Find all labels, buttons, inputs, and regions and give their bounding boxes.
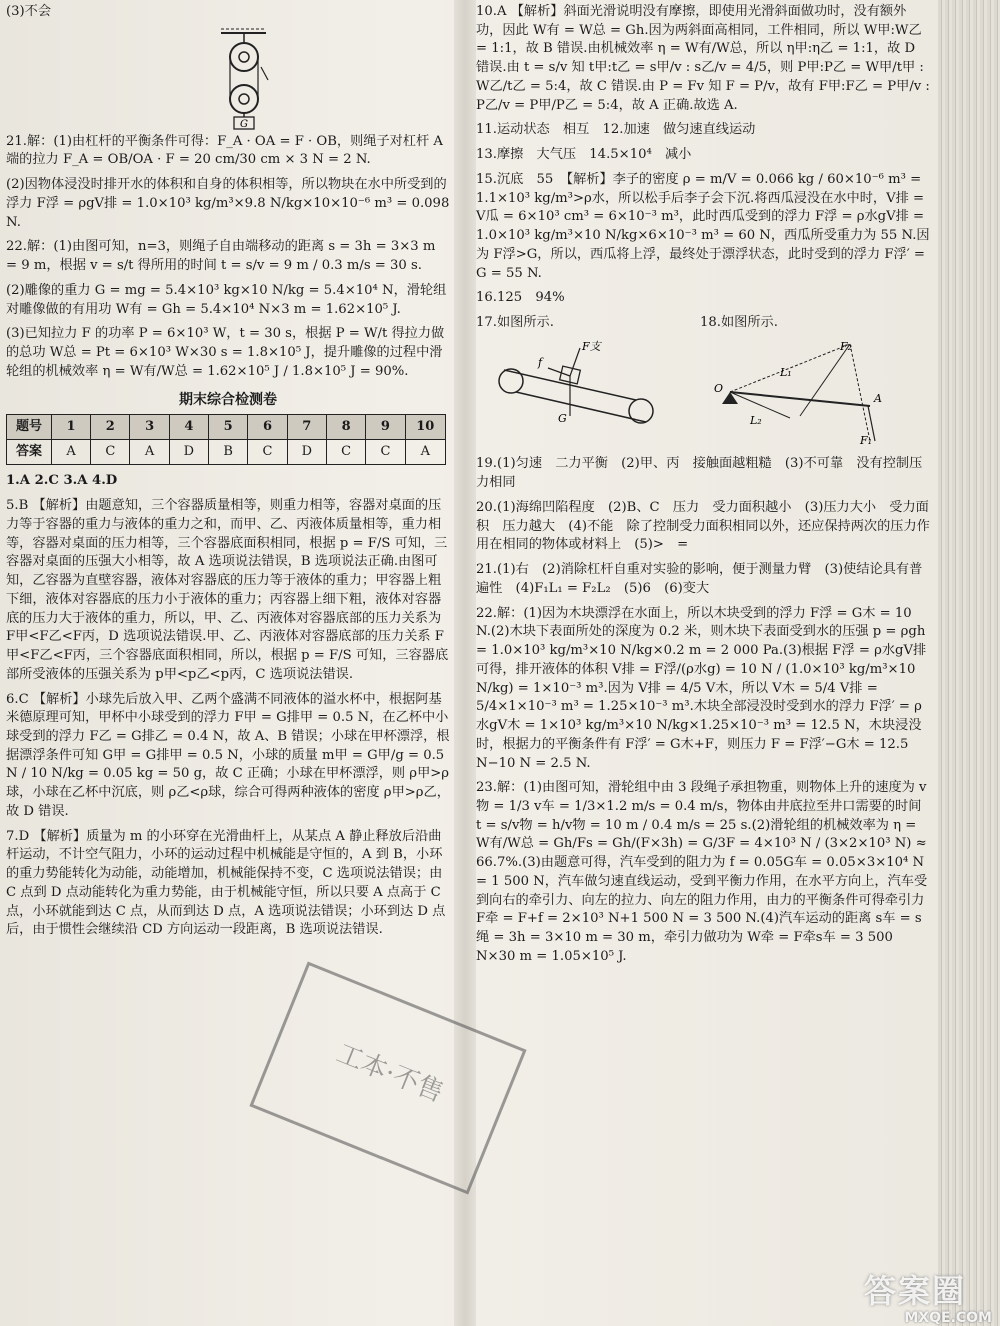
q7-explanation: 7.D 【解析】质量为 m 的小环穿在光滑曲杆上，从某点 A 静止释放后沿曲杆运动，不计空气阻力，小环的运动过程中机械能是守恒的，A 到 B，小环的重力势能转化为动能，动能增加，机械能保持不变，C 选项说法错误；由 C 点到 D 点动能转化为重力势能，由于机械能守恒，所以只要 A 点高于 C 点，小环就能到达 C 点，从而到达 D 点，A 选项说法错误；小环到达 D 点后，由于惯性会继续沿 CD 方向运动一段距离，B 选项说法错误. (6, 828, 446, 938)
page-edge (938, 0, 1000, 1326)
library-stamp: 工本·不售 (249, 961, 526, 1194)
q18-label: 18.如图所示. (700, 315, 778, 331)
q15-explanation: 15.沉底 55 【解析】李子的密度 ρ = m/V = 0.066 kg / 60×10⁻⁶ m³ = 1.1×10³ kg/m³>ρ水，所以松手后李子会下沉.将西瓜浸没在水中时，V排 = V瓜 = 6×10³ cm³ = 6×10⁻³ m³，此时西瓜受到的浮力 F浮 = ρ水gV排 = 1.0×10³ kg/m³×10 N/kg×6×10⁻³ m³ = 60 N，西瓜所受重力为 55 N.因为 F浮>G，所以，西瓜将上浮，最终处于漂浮状态，此时受到的浮力 F浮′ = G = 55 N. (476, 171, 930, 281)
q5-explanation: 5.B 【解析】由题意知，三个容器质量相等，则重力相等，容器对桌面的压力等于容器的重力与液体的重力之和，而甲、乙、丙液体质量相等，重力相等，容器对桌面的压力相等，三个容器底面积相同，根据 p = F/S 可知，三容器对桌面的压强大小相等，故 A 选项说法错误，B 选项说法正确.由图可知，乙容器为直壁容器，液体对容器底的压力等于液体的重力；甲容器上粗下细，液体对容器底的压力小于液体的重力；丙容器上细下粗，液体对容器底的压力大于液体的重力，所以，甲、乙、丙液体对容器底部的压力关系为 F甲<F乙<F丙，D 选项说法错误.甲、乙、丙液体对容器底部的压力关系 F甲<F乙<F丙，三个容器底面积相同，所以，根据 p = F/S 可知，三容器底部所受液体的压强关系为 p甲<p乙<p丙，C 选项说法错误. (6, 498, 449, 682)
q6-explanation: 6.C 【解析】小球先后放入甲、乙两个盛满不同液体的溢水杯中，根据阿基米德原理可知，甲杯中小球受到的浮力 F甲 = G排甲 = 0.5 N，在乙杯中小球受到的浮力 F乙 = G排乙 = 0.4 N，故 A、B 错误；小球在甲杯漂浮，根据漂浮条件可知 G甲 = G排甲 = 0.5 N，小球的质量 m甲 = G甲/g = 0.5 N / 10 N/kg = 0.05 kg = 50 g，故 C 正确；小球在甲杯漂浮，则 ρ甲>ρ球，小球在乙杯中沉底，则 ρ乙<ρ球，综合可得两种液体的密度 ρ甲>ρ乙，故 D 错误. (6, 691, 450, 819)
q16-answer: 16.125 94% (476, 290, 565, 306)
q21-answers: 21.(1)右 (2)消除杠杆自重对实验的影响，便于测量力臂 (3)使结论具有普遍性 (4)F₁L₁ = F₂L₂ (5)6 (6)变大 (476, 562, 923, 596)
q17-block (476, 311, 676, 432)
support-force-label: F支 (582, 339, 601, 353)
q21-part2: (2)因物体浸没时排开水的体积和自身的体积相等，所以物块在水中所受到的浮力 F浮 = ρgV排 = 1.0×10³ kg/m³×9.8 N/kg×10×10⁻⁶ m³ = 0.098 N. (6, 177, 450, 230)
q22-part2: (2)雕像的重力 G = mg = 5.4×10³ kg×10 N/kg = 5.4×10⁴ N，滑轮组对雕像做的有用功 W有 = Gh = 5.4×10⁴ N×3 m = 1.62×10⁵ J. (6, 282, 447, 317)
q17-label: 17.如图所示. (476, 315, 554, 331)
svg-text:L₂: L₂ (750, 413, 762, 427)
gravity-label: G (558, 411, 567, 425)
q22-part1: 22.解：(1)由图可知，n=3，则绳子自由端移动的距离 s = 3h = 3×3 m = 9 m，根据 v = s/t 得所用的时间 t = s/v = 9 m / 0.3 m/s = 30 s. (6, 239, 436, 274)
answer-table (6, 414, 446, 465)
q19-answers: 19.(1)匀速 二力平衡 (2)甲、丙 接触面越粗糙 (3)不可靠 没有控制压力相同 (476, 456, 923, 491)
pulley-figure (6, 25, 446, 130)
answer-table-answer-row: 答案 A C A D B C D C C A (7, 440, 446, 465)
svg-text:A: A (874, 391, 882, 405)
svg-text:O: O (714, 381, 724, 395)
q21-part1: 21.解：(1)由杠杆的平衡条件可得：F_A · OA = F · OB，则绳子对杠杆 A 端的拉力 F_A = OB/OA · F = 20 cm/30 cm × 3 N = 2 N. (6, 133, 443, 168)
top-label: (3)不会 (6, 4, 52, 19)
q22-part3: (3)已知拉力 F 的功率 P = 6×10³ W，t = 30 s，根据 P = W/t 得拉力做的总功 W总 = Pt = 6×10³ W×30 s = 1.8×10⁵ J，提升雕像的过程中滑轮组的机械效率 η = W有/W总 = 1.62×10⁵ J / 1.8×10⁵ J = 90%. (6, 326, 445, 379)
answer-table-header-row: 题号 1 2 3 4 5 6 7 8 9 10 (7, 415, 446, 440)
left-column (6, 0, 450, 943)
figures-row (476, 311, 930, 452)
watermark-logo: 答案圈 (863, 1272, 966, 1310)
q18-block (700, 311, 930, 452)
section-title: 期末综合检测卷 (179, 391, 277, 408)
q11-12-answers: 11.运动状态 相互 12.加速 做匀速直线运动 (476, 122, 756, 138)
answers-1-4: 1.A 2.C 3.A 4.D (6, 473, 118, 489)
svg-text:L₁: L₁ (780, 365, 792, 379)
svg-text:F₁: F₁ (860, 433, 873, 446)
q20-answers: 20.(1)海绵凹陷程度 (2)B、C 压力 受力面积越小 (3)压力大小 受力面积 压力越大 (4)不能 除了控制受力面积相同以外，还应保持两次的压力作用在相同的物体或材料上 (5)> = (476, 499, 930, 553)
conveyor-figure (476, 336, 676, 426)
q10-explanation: 10.A 【解析】斜面光滑说明没有摩擦，即使用光滑斜面做功时，没有额外功，因此 W有 = W总 = Gh.因为两斜面高相同，工件相同，所以 W甲:W乙 = 1:1，故 B 错误.由机械效率 η = W有/W总，所以 η甲:η乙 = 1:1，故 D 错误.由 t = s/v 知 t甲:t乙 = s甲/v : s乙/v = 4/5，则 P甲:P乙 = W甲/t甲 : W乙/t乙 = 5:4，故 C 错误.由 P = Fv 知 F = P/v，故有 F甲:F乙 = P甲/v : P乙/v = P甲/P乙 = 5:4，故 A 正确.故选 A. (476, 4, 930, 113)
lever-figure (700, 336, 930, 446)
q22-solution: 22.解：(1)因为木块漂浮在水面上，所以木块受到的浮力 F浮 = G木 = 10 N.(2)木块下表面所处的深度为 0.2 米，则木块下表面受到水的压强 p = ρgh = 1.0×10³ kg/m³×10 N/kg×0.2 m = 2 000 Pa.(3)根据 F浮 = ρ水gV排 可得，排开液体的体积 V排 = F浮/(ρ水g) = 10 N / (1.0×10³ kg/m³×10 N/kg) = 1×10⁻³ m³.因为 V排 = 4/5 V木，所以 V木 = 5/4 V排 = 5/4×1×10⁻³ m³ = 1.25×10⁻³ m³.木块全部浸没时受到水的浮力 F浮′ = ρ水gV木 = 1×10³ kg/m³×10 N/kg×1.25×10⁻³ m³ = 12.5 N，木块浸没时，根据力的平衡条件有 F浮′ = G木+F，则压力 F = F浮′−G木 = 12.5 N−10 N = 2.5 N. (476, 605, 927, 771)
right-column (476, 0, 930, 970)
weight-label: G (240, 118, 248, 130)
friction-label: f (538, 355, 543, 369)
watermark-url: MXQE.COM (904, 1310, 992, 1326)
svg-text:F₂: F₂ (840, 339, 853, 353)
q13-14-answers: 13.摩擦 大气压 14.5×10⁴ 减小 (476, 147, 692, 163)
q23-solution: 23.解：(1)由图可知，滑轮组中由 3 段绳子承担物重，则物体上升的速度为 v物 = 1/3 v车 = 1/3×1.2 m/s = 0.4 m/s，物体由井底拉至井口需要的时间 t = s/v物 = h/v物 = 10 m / 0.4 m/s = 25 s.(2)滑轮组的机械效率为 η = W有/W总 = Gh/Fs = Gh/(F×3h) = G/3F = 4×10³ N / (3×2×10³ N) ≈ 66.7%.(3)由题意可得，汽车受到的阻力为 f = 0.05G车 = 0.05×3×10⁴ N = 1 500 N，汽车做匀速直线运动，受到平衡力作用，在水平方向上，汽车受到向右的牵引力、向左的拉力、向左的阻力作用，由力的平衡条件可得牵引力 F牵 = F+f = 2×10³ N+1 500 N = 3 500 N.(4)汽车运动的距离 s车 = s绳 = 3h = 3×10 m = 30 m，牵引力做功为 W牵 = F牵s车 = 3 500 N×30 m = 1.05×10⁵ J. (476, 780, 928, 964)
